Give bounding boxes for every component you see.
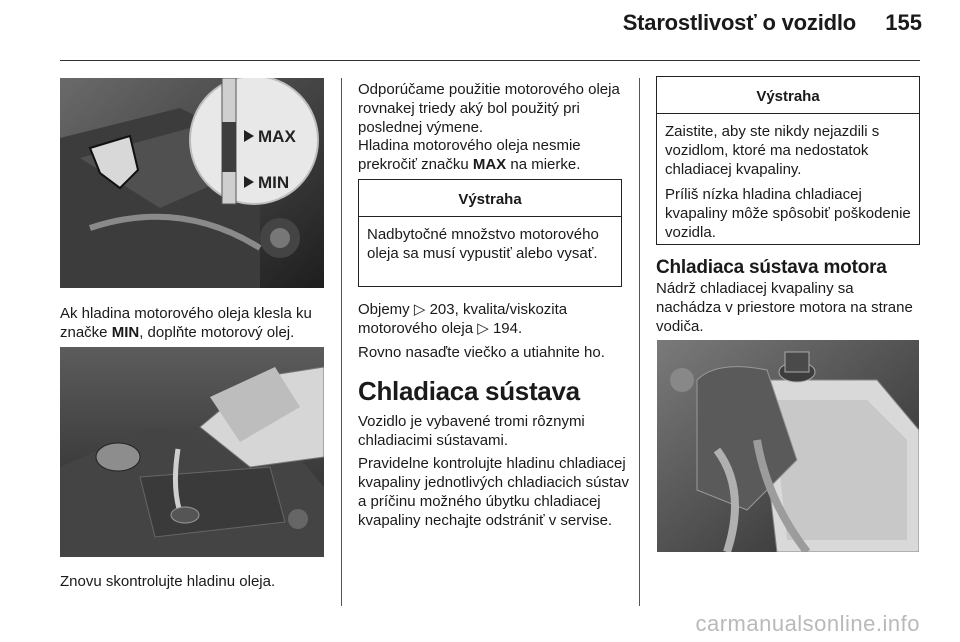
section-heading-engine-cooling: Chladiaca sústava motora [656, 257, 887, 278]
paragraph-oil-recommendation: Odporúčame použitie motorového oleja rovnakej triedy aký bol použitý pri poslednej výmene. [358, 81, 620, 136]
oil-filling-photo [60, 347, 324, 557]
warning-box-oil [358, 179, 622, 287]
header-divider [60, 60, 920, 61]
watermark: carmanualsonline.info [695, 611, 920, 636]
page-reference-icon: ▷ [413, 301, 426, 318]
page-header-title: Starostlivosť o vozidlo [622, 10, 856, 35]
paragraph-recheck: Znovu skontrolujte hladinu oleja. [60, 573, 276, 590]
warning-text: Zaistite, aby ste nikdy nejazdili s vozidlom, ktoré ma nedostatok chladiacej kvapaliny. [665, 123, 880, 178]
coolant-reservoir-photo [657, 340, 919, 552]
page-reference-icon: ▷ [477, 320, 489, 337]
page-reference-link[interactable]: 194 [492, 320, 518, 337]
paragraph-max-level: Hladina motorového oleja nesmie prekročiť značku MAX na mierke. [358, 137, 581, 173]
page-reference-link[interactable]: 203 [429, 301, 455, 318]
warning-text: Nadbytočné množstvo motorového oleja sa musí vypustiť alebo vysať. [367, 226, 599, 262]
min-mark-label: MIN [258, 173, 290, 192]
warning-text: Príliš nízka hladina chladiacej kvapaliny môže spôsobiť poškodenie vozidla. [665, 186, 911, 241]
paragraph-cap-tighten: Rovno nasaďte viečko a utiahnite ho. [358, 344, 605, 361]
paragraph-coolant-tank: Nádrž chladiacej kvapaliny sa nachádza v priestore motora na strane vodiča. [656, 280, 913, 335]
warning-title: Výstraha [657, 77, 919, 114]
paragraph-min-level: Ak hladina motorového oleja klesla ku značke MIN, doplňte motorový olej. [60, 305, 312, 341]
column-divider-2 [639, 78, 640, 606]
page-number: 155 [885, 10, 922, 35]
max-mark-label: MAX [258, 127, 296, 146]
paragraph-capacities: Objemy ▷ 203, kvalita/viskozita motorového oleja ▷ 194. [358, 301, 568, 337]
dipstick-photo [60, 78, 324, 288]
warning-title: Výstraha [359, 180, 621, 217]
column-divider-1 [341, 78, 342, 606]
paragraph-coolant-check: Pravidelne kontrolujte hladinu chladiacej kvapaliny jednotlivých chladiacich sústav a príčinu možného úbytku chladiacej kvapaliny nechajte odstrániť v servise. [358, 455, 629, 529]
paragraph-cooling-systems: Vozidlo je vybavené tromi rôznymi chladiacimi sústavami. [358, 413, 585, 449]
section-heading-cooling: Chladiaca sústava [358, 376, 580, 406]
warning-box-coolant [656, 76, 920, 245]
